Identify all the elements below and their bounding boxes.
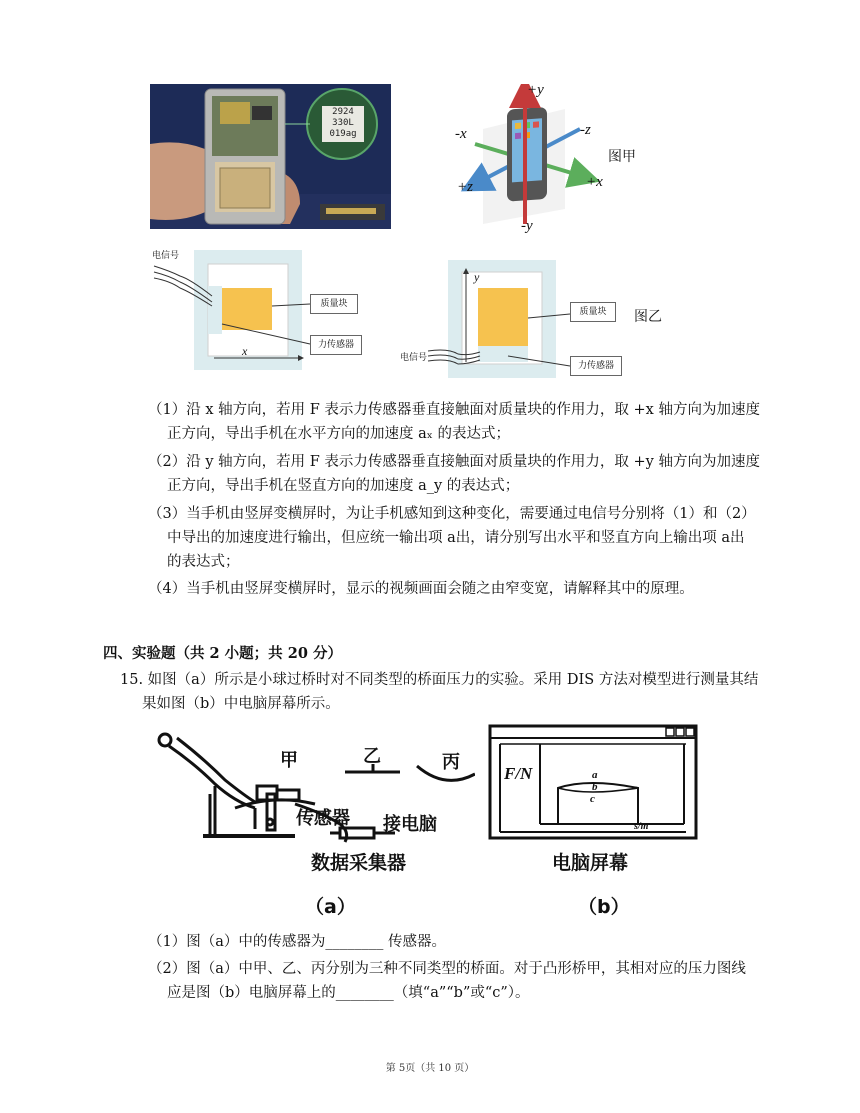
label-sensor: 传感器 [296, 808, 350, 829]
caption-b: （b） [578, 896, 630, 918]
figure-jia-label: 图甲 [608, 149, 636, 165]
label-bing: 丙 [442, 752, 460, 773]
axis-py: +y [527, 82, 544, 98]
page-footer: 第 5页（共 10 页） [385, 1063, 475, 1074]
caption-a: （a） [305, 896, 356, 918]
curve-a-label: a [592, 769, 598, 781]
figure-yi-label: 图乙 [634, 309, 662, 325]
mass-label-left: 质量块 [310, 294, 358, 314]
mass-label-right: 质量块 [570, 302, 616, 322]
axes-diagram [445, 84, 675, 234]
question-1: （1）沿 x 轴方向，若用 F 表示力传感器垂直接触面对质量块的作用力，取 +x 轴方向为加速度 正方向，导出手机在水平方向的加速度 aₓ 的表达式； [148, 402, 760, 442]
q15-stem: 15. 如图（a）所示是小球过桥时对不同类型的桥面压力的实验。采用 DIS 方法对模型进行测量其结 果如图（b）中电脑屏幕所示。 [120, 672, 759, 712]
axis-nz: -z [580, 122, 591, 138]
figure-a [155, 724, 475, 919]
sensor-label-right: 力传感器 [570, 356, 622, 376]
label-pc: 接电脑 [383, 814, 437, 835]
label-collector: 数据采集器 [311, 852, 407, 874]
axis-nx: -x [455, 126, 467, 142]
signal-label-right: 电信号 [400, 353, 428, 363]
sub-question-2: （2）图（a）中甲、乙、丙分别为三种不同类型的桥面。对于凸形桥甲，其相对应的压力图线 应是图（b）电脑屏幕上的________（填“a”“b”或“c”）。 [148, 961, 746, 1001]
question-2: （2）沿 y 轴方向，若用 F 表示力传感器垂直接触面对质量块的作用力，取 +y 轴方向为加速度 正方向，导出手机在竖直方向的加速度 a_y 的表达式； [148, 454, 760, 494]
axis-ny: -y [521, 218, 533, 234]
curve-b-label: b [592, 781, 598, 793]
phone-photo [150, 84, 391, 229]
label-yi: 乙 [363, 746, 381, 767]
chip-text: 2924 330L 019ag [329, 107, 357, 139]
curve-c-label: c [590, 793, 595, 805]
question-3: （3）当手机由竖屏变横屏时，为让手机感知到这种变化，需要通过电信号分别将（1）和（2） 中导出的加速度进行输出，但应统一输出项 a出，请分别写出水平和竖直方向上输出项 a出 的表达式； [148, 506, 756, 570]
axis-px: +x [586, 174, 603, 190]
fn-label: F/N [504, 764, 533, 783]
sensor-diagram-left [150, 246, 390, 374]
sub-question-1: （1）图（a）中的传感器为________ 传感器。 [148, 934, 446, 950]
figure-b [488, 724, 708, 919]
label-jia: 甲 [280, 750, 298, 771]
signal-label-left: 电信号 [152, 251, 180, 261]
section-4-title: 四、实验题（共 2 小题；共 20 分） [103, 645, 342, 662]
sensor-diagram-right [398, 256, 638, 384]
question-4: （4）当手机由竖屏变横屏时，显示的视频画面会随之由窄变宽，请解释其中的原理。 [148, 581, 694, 597]
sm-label: s/m [634, 821, 649, 832]
axis-pz: +z [457, 179, 473, 195]
sensor-label-left: 力传感器 [310, 335, 362, 355]
x-axis-label: x [242, 344, 248, 358]
y-axis-label: y [474, 270, 480, 284]
screen-label: 电脑屏幕 [552, 852, 629, 874]
